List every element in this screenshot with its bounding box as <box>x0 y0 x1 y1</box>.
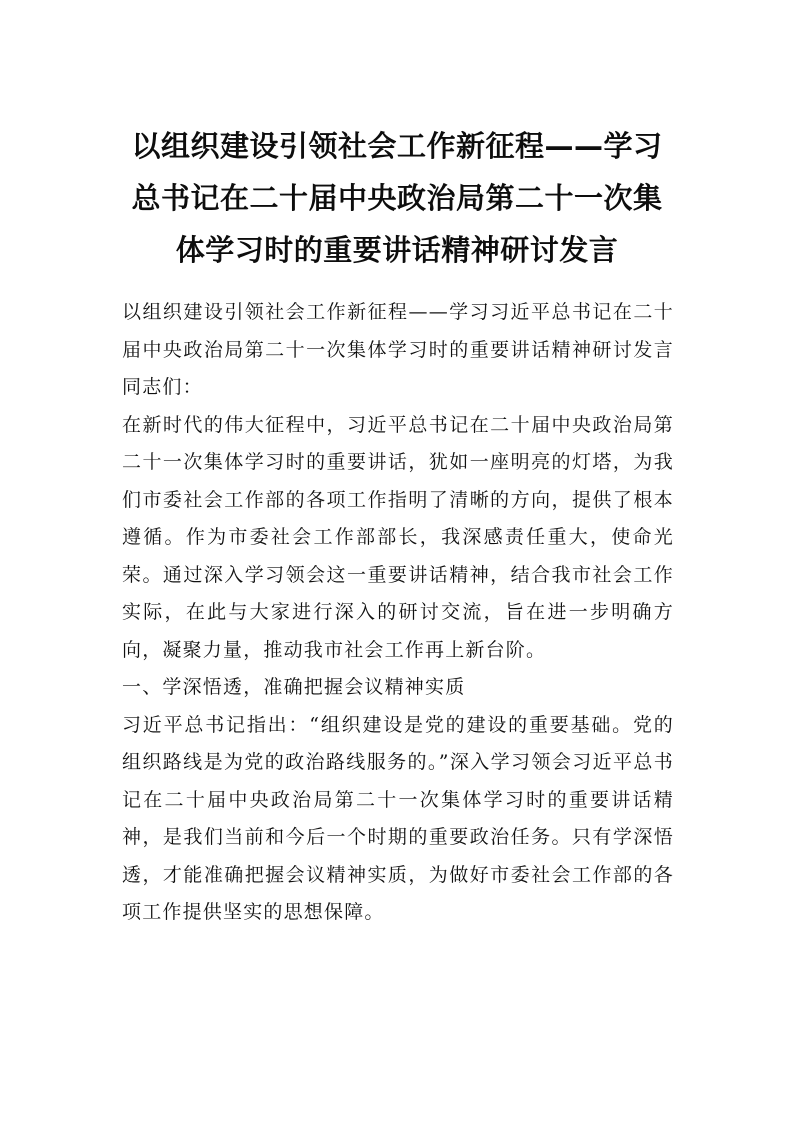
section-paragraph: 习近平总书记指出：“组织建设是党的建设的重要基础。党的组织路线是为党的政治路线服务的。”深入学习领会习近平总书记在二十届中央政治局第二十一次集体学习时的重要讲话精神，是我们当前和今后一个时期的重要政治任务。只有学深悟透，才能准确把握会议精神实质，为做好市委社会工作部的各项工作提供坚实的思想保障。 <box>122 713 674 923</box>
opening-paragraph: 以组织建设引领社会工作新征程——学习习近平总书记在二十届中央政治局第二十一次集体学习时的重要讲话精神研讨发言同志们： <box>122 301 674 398</box>
intro-paragraph: 在新时代的伟大征程中，习近平总书记在二十届中央政治局第二十一次集体学习时的重要讲话，犹如一座明亮的灯塔，为我们市委社会工作部的各项工作指明了清晰的方向，提供了根本遵循。作为市委社会工作部部长，我深感责任重大，使命光荣。通过深入学习领会这一重要讲话精神，结合我市社会工作实际，在此与大家进行深入的研讨交流，旨在进一步明确方向，凝聚力量，推动我市社会工作再上新台阶。 <box>122 413 674 661</box>
document-body <box>122 294 674 932</box>
document-title: 以组织建设引领社会工作新征程——学习总书记在二十届中央政治局第二十一次集体学习时的重要讲话精神研讨发言 <box>131 129 663 267</box>
section-heading: 一、学深悟透，准确把握会议精神实质 <box>122 676 466 698</box>
